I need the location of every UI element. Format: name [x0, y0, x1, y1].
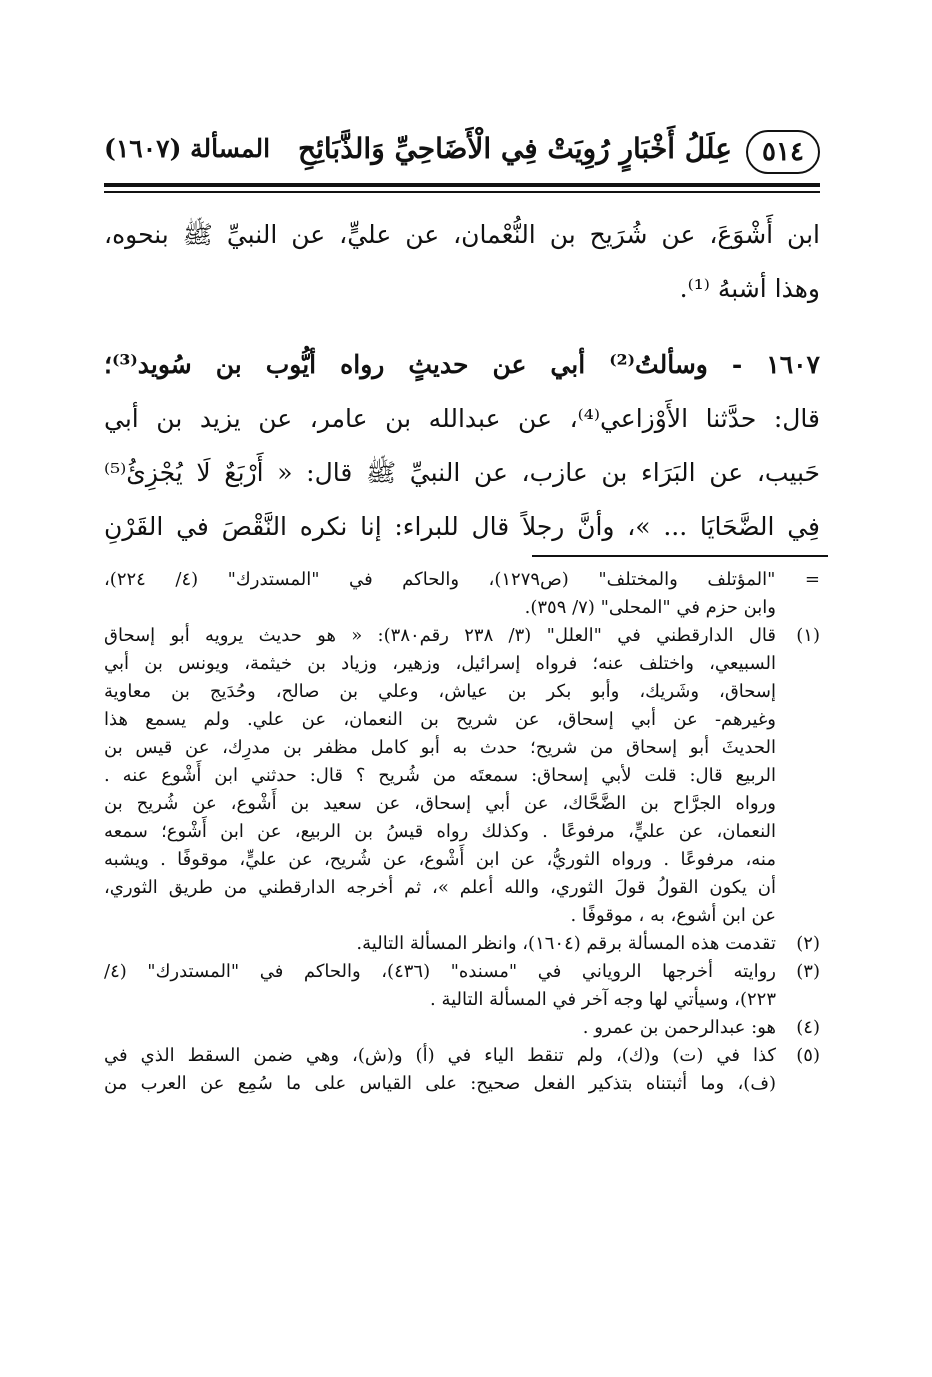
footnote-line: عن ابن أشوع، به ، موقوفًا . [570, 905, 776, 926]
footnote-line: الحديثَ أبو إسحاق من شريح؛ حدث به أبو كامل مظفر بن مدرِك، عن قيس بن [104, 737, 776, 758]
footnote-separator [532, 555, 828, 557]
footnote-line: تقدمت هذه المسألة برقم (١٦٠٤)، وانظر المسألة التالية. [356, 933, 776, 954]
body-line: قال: حدَّثنا الأَوْزاعي⁽⁴⁾، عن عبدالله بن عامر، عن يزيد بن أبي [104, 404, 820, 433]
footnote-line: الربيع قال: قلت لأبي إسحاق: سمعتَه من شُريح ؟ قال: حدثني ابن أَشْوع عنه . [104, 765, 776, 786]
page-header [104, 130, 820, 178]
running-title: عِلَلُ أَخْبَارٍ رُوِيَتْ فِي الْأَضَاحِيِّ وَالذَّبَائِحِ [298, 132, 732, 165]
footnote-number: (٣) [796, 961, 820, 982]
body-line: ابن أَشْوَعَ، عن شُرَيح بن النُّعْمان، عن عليٍّ، عن النبيِّ ﷺ بنحوه، [104, 220, 820, 249]
footnote-continuation [104, 566, 820, 622]
footnote-line: السبيعي، واختلف عنه؛ فرواه إسرائيل، وزهير، وزياد بن خيثمة، ويونس بن أبي [104, 653, 776, 674]
footnotes [104, 566, 820, 1098]
header-rule-thick [104, 183, 820, 187]
footnote-line: هو: عبدالرحمن بن عمرو . [582, 1017, 776, 1038]
body-line: حَبيب، عن البَرَاء بن عازب، عن النبيِّ ﷺ قال: « أَرْبَعٌ لَا يُجْزِئُ⁽⁵⁾ [104, 458, 820, 487]
footnote-line: (ف)، وما أثبتناه بتذكير الفعل صحيح: على القياس على ما سُمِع عن العرب من [104, 1073, 776, 1094]
body-line: فِي الضَّحَايَا ... »، وأنَّ رجلاً قال للبراء: إنا نكره النَّقْصَ في القَرْنِ [104, 512, 820, 541]
issue-number: المسألة (١٦٠٧) [104, 134, 271, 163]
footnote-2 [104, 930, 820, 958]
body-line: وهذا أشبهُ ⁽¹⁾. [679, 274, 820, 303]
footnote-line: إسحاق، وشَريك، وأبو بكر بن عياش، وعلي بن صالح، وحُدَيج بن معاوية [104, 681, 776, 702]
footnote-number: (٢) [796, 933, 820, 954]
footnote-line: ٢٢٣)، وسيأتي لها وجه آخر في المسألة التالية . [430, 989, 776, 1010]
footnote-3 [104, 958, 820, 1014]
footnote-line: وابن حزم في "المحلى" (٧/ ٣٥٩). [524, 597, 776, 618]
page-number: ٥١٤ [762, 137, 804, 167]
footnote-line: كذا في (ت) و(ك)، ولم تنقط الياء في (أ) و(ش)، وهي ضمن السقط الذي في [104, 1045, 776, 1066]
footnote-line: النعمان، عن عليٍّ، مرفوعًا . وكذلك رواه قيسُ بن الربيع، عن ابن أَشْوع؛ سمعه [104, 821, 776, 842]
footnote-line: ورواه الجرَّاح بن الضَّحَّاك، عن أبي إسحاق، عن سعيد بن أَشْوع، عن شُريح بن [104, 793, 776, 814]
footnote-1 [104, 622, 820, 930]
header-rule-thin [104, 191, 820, 193]
footnote-line: أن يكون القولُ قولَ الثوري، والله أعلم »، ثم أخرجه الدارقطني من طريق الثوري، [104, 877, 776, 898]
footnote-line: وغيرهم- عن أبي إسحاق، عن شريح بن النعمان، عن علي. ولم يسمع هذا [104, 709, 776, 730]
paragraph-gap [104, 316, 820, 338]
footnote-5 [104, 1042, 820, 1098]
footnote-number: (١) [796, 625, 820, 646]
footnote-line: منه، مرفوعًا . ورواه الثوريُّ، عن ابن أَشْوع، عن شُريح، عن عليٍّ، موقوفًا . ويشبه [104, 849, 776, 870]
page-number-frame [746, 130, 820, 174]
footnote-line: روايته أخرجها الروياني في "مسنده" (٤٣٦)، والحاكم في "المستدرك" (٤/ [104, 961, 776, 982]
footnote-number: (٤) [796, 1017, 820, 1038]
issue-heading-line: ١٦٠٧ - وسألتُ⁽²⁾ أبي عن حديثٍ رواه أيُّوب بن سُويد⁽³⁾؛ [104, 350, 820, 379]
footnote-4 [104, 1014, 820, 1042]
footnote-line: = "المؤتلف والمختلف" (ص١٢٧٩)، والحاكم في "المستدرك" (٤/ ٢٢٤)، [104, 569, 820, 590]
footnote-number: (٥) [796, 1045, 820, 1066]
main-text [104, 208, 820, 554]
footnote-line: قال الدارقطني في "العلل" (٣/ ٢٣٨ رقم٣٨٠): « هو حديث يرويه أبو إسحاق [104, 625, 777, 646]
